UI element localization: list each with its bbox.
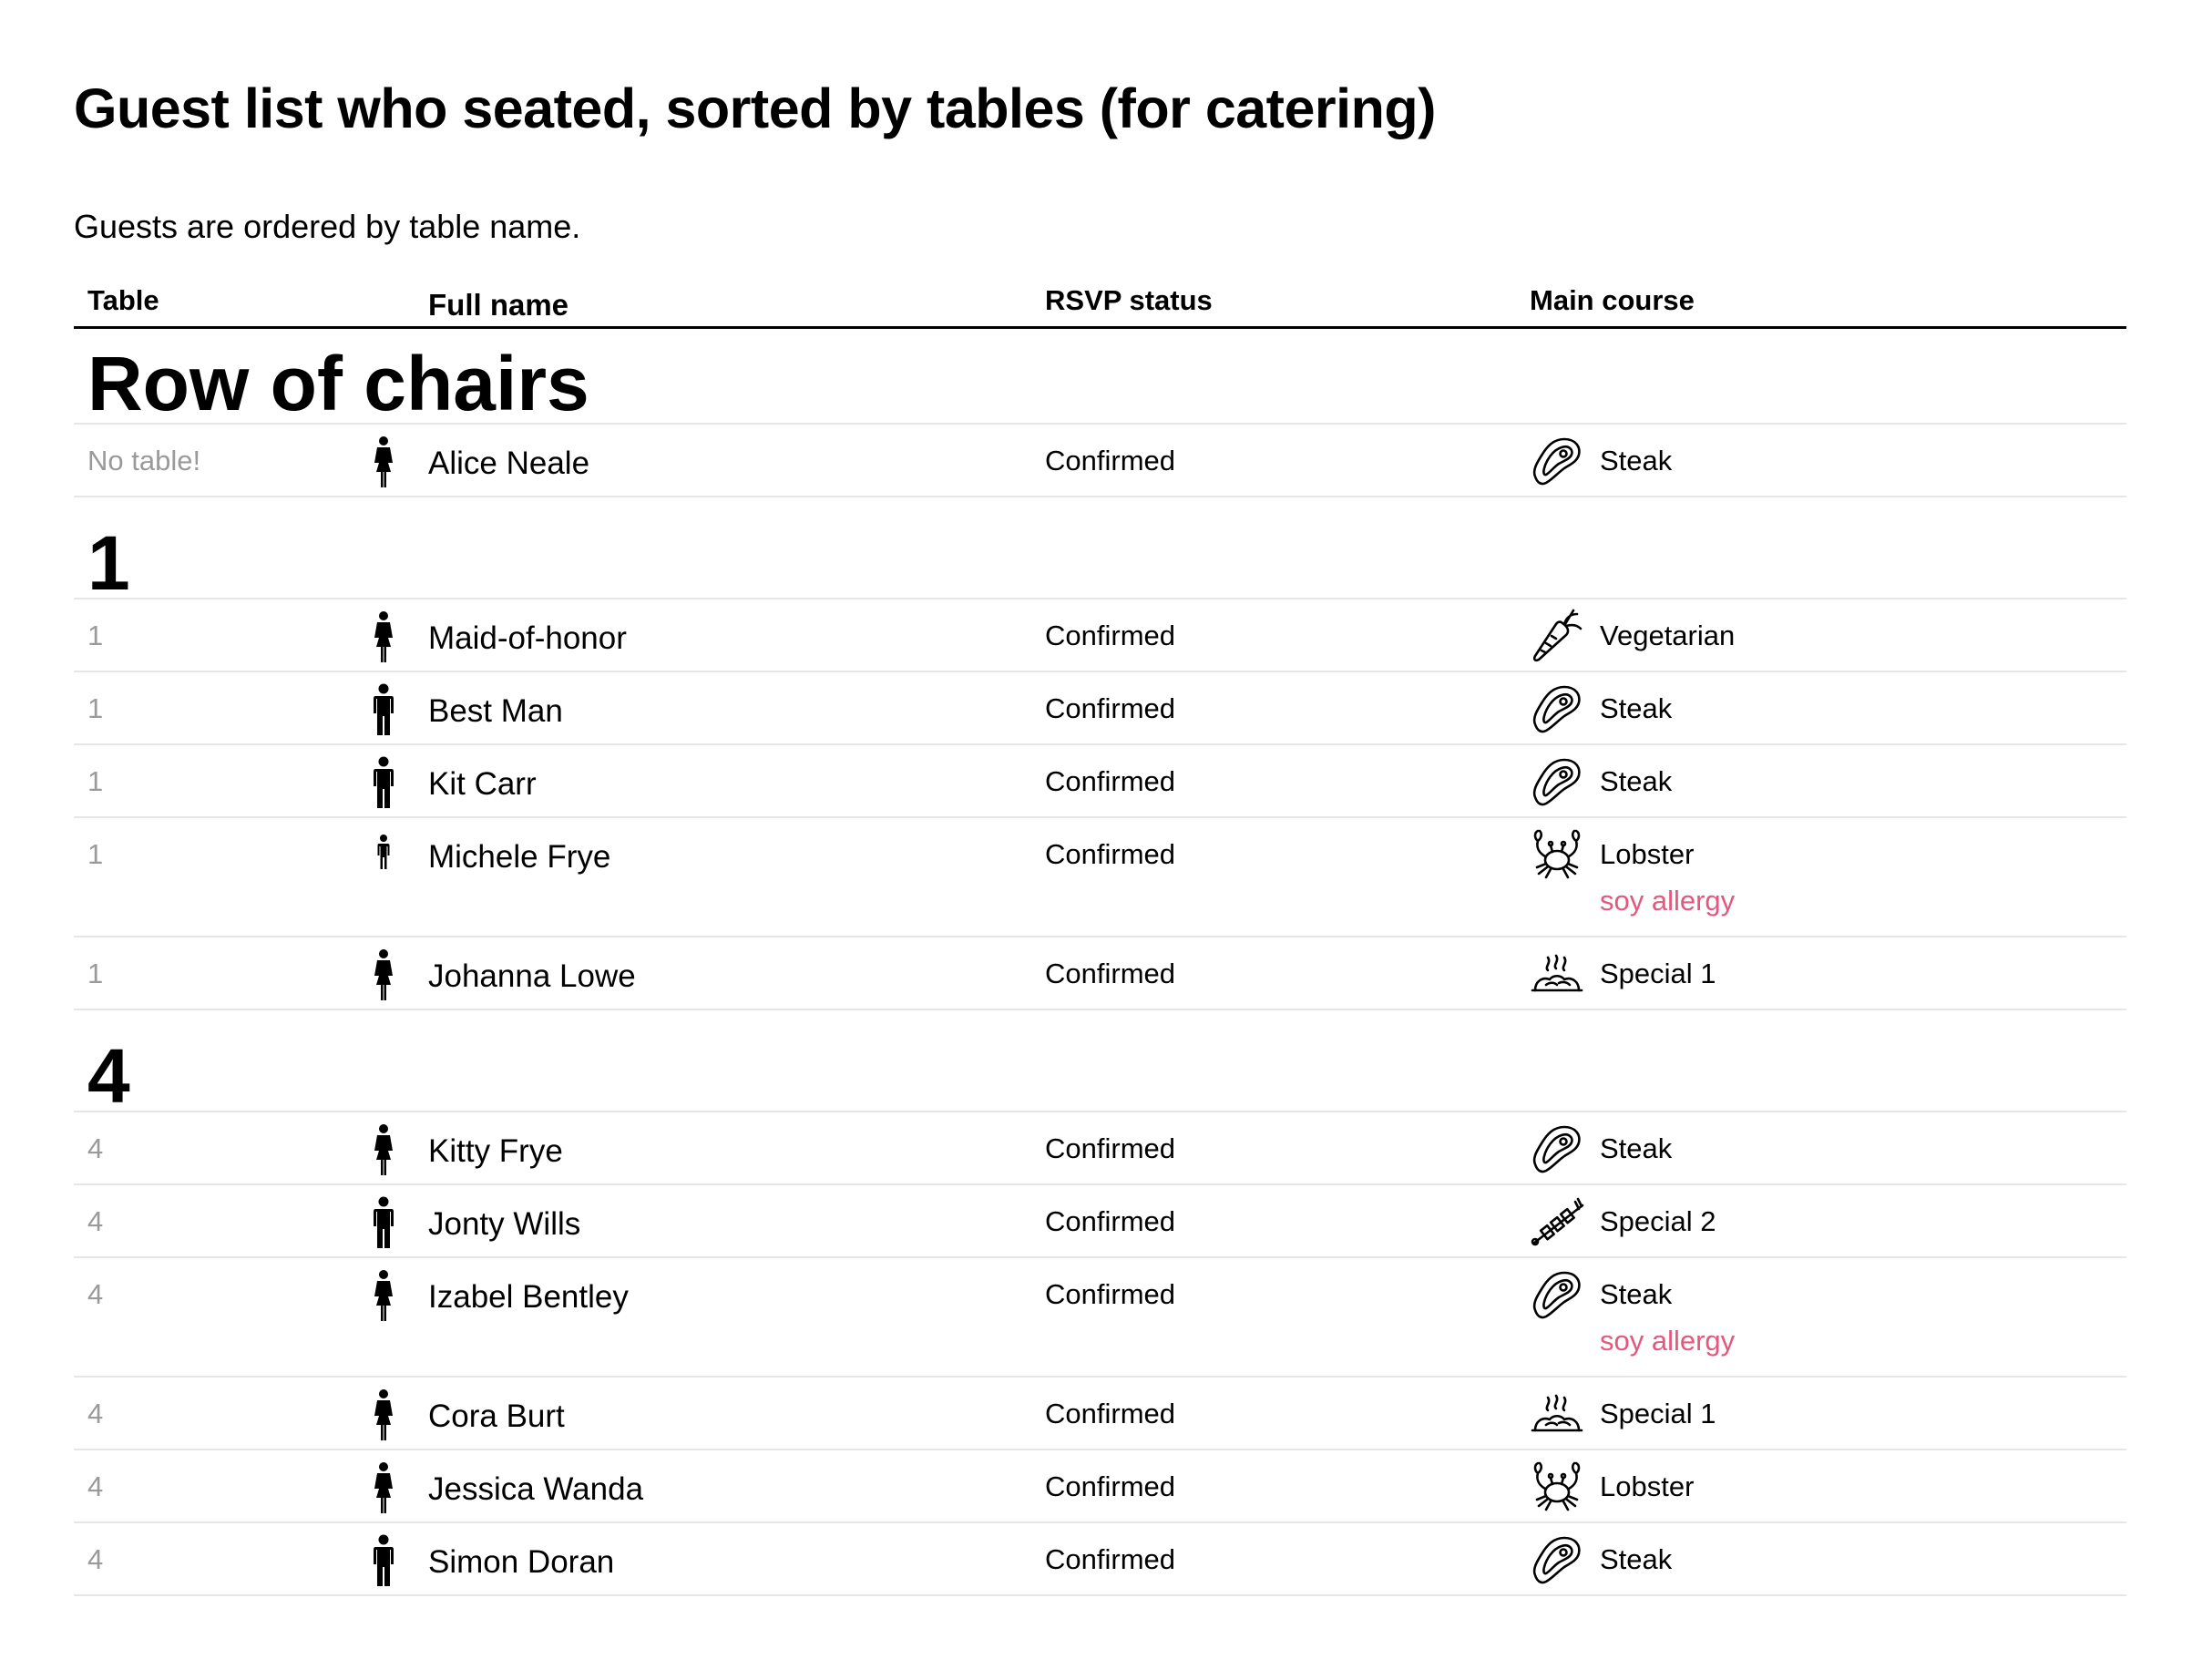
table-cell: 4 bbox=[87, 1543, 104, 1575]
guest-name[interactable]: Maid-of-honor bbox=[428, 620, 627, 656]
guest-name[interactable]: Jonty Wills bbox=[428, 1206, 581, 1242]
main-course: Special 1 bbox=[1600, 958, 1716, 989]
woman-icon bbox=[365, 948, 402, 1001]
rsvp-status: Confirmed bbox=[1045, 445, 1175, 476]
rsvp-status: Confirmed bbox=[1045, 765, 1175, 797]
main-course: Steak bbox=[1600, 1132, 1673, 1164]
main-course: Vegetarian bbox=[1600, 620, 1736, 651]
hot-dish-icon bbox=[1530, 1387, 1584, 1441]
rsvp-status: Confirmed bbox=[1045, 1278, 1175, 1310]
main-course: Lobster bbox=[1600, 838, 1695, 870]
woman-icon bbox=[365, 1123, 402, 1176]
guest-name[interactable]: Simon Doran bbox=[428, 1544, 615, 1580]
table-cell: 4 bbox=[87, 1205, 104, 1237]
woman-icon bbox=[365, 1388, 402, 1441]
guest-row[interactable] bbox=[74, 1378, 2126, 1450]
child-icon bbox=[365, 829, 402, 882]
table-cell: 1 bbox=[87, 765, 104, 797]
guest-name[interactable]: Jessica Wanda bbox=[428, 1471, 644, 1507]
rsvp-status: Confirmed bbox=[1045, 1205, 1175, 1237]
guest-row[interactable] bbox=[74, 1450, 2126, 1523]
rsvp-status: Confirmed bbox=[1045, 958, 1175, 989]
guest-row[interactable] bbox=[74, 818, 2126, 937]
guest-row[interactable] bbox=[74, 425, 2126, 497]
main-course: Steak bbox=[1600, 445, 1673, 476]
column-header-main-course[interactable]: Main course bbox=[1530, 284, 1695, 316]
table-cell: 4 bbox=[87, 1278, 104, 1310]
table-group-name: Row of chairs bbox=[87, 341, 589, 426]
rsvp-status: Confirmed bbox=[1045, 1543, 1175, 1575]
guest-table-body bbox=[74, 329, 2126, 1596]
hot-dish-icon bbox=[1530, 947, 1584, 1001]
guest-name[interactable]: Best Man bbox=[428, 693, 563, 729]
dietary-note: soy allergy bbox=[1600, 1325, 1736, 1357]
table-cell: 1 bbox=[87, 838, 104, 870]
table-group-header bbox=[74, 497, 2126, 606]
guest-name[interactable]: Kitty Frye bbox=[428, 1133, 563, 1169]
main-course: Special 2 bbox=[1600, 1205, 1716, 1237]
crab-icon bbox=[1530, 1460, 1584, 1514]
rsvp-status: Confirmed bbox=[1045, 1132, 1175, 1164]
man-icon bbox=[365, 756, 402, 809]
table-group-header bbox=[74, 1010, 2126, 1119]
woman-icon bbox=[365, 610, 402, 663]
column-header-table[interactable]: Table bbox=[87, 284, 159, 316]
rsvp-status: Confirmed bbox=[1045, 1398, 1175, 1429]
table-cell: 1 bbox=[87, 692, 104, 724]
rsvp-status: Confirmed bbox=[1045, 838, 1175, 870]
steak-icon bbox=[1530, 1122, 1584, 1176]
guest-row[interactable] bbox=[74, 1523, 2126, 1596]
rsvp-status: Confirmed bbox=[1045, 620, 1175, 651]
table-cell: 4 bbox=[87, 1132, 104, 1164]
table-cell: No table! bbox=[87, 445, 201, 476]
main-course: Steak bbox=[1600, 1278, 1673, 1310]
main-course: Steak bbox=[1600, 692, 1673, 724]
table-cell: 4 bbox=[87, 1470, 104, 1502]
table-cell: 1 bbox=[87, 620, 104, 651]
guest-row[interactable] bbox=[74, 1258, 2126, 1378]
main-course: Lobster bbox=[1600, 1470, 1695, 1502]
guest-name[interactable]: Cora Burt bbox=[428, 1398, 565, 1434]
guest-name[interactable]: Johanna Lowe bbox=[428, 958, 636, 994]
dietary-note: soy allergy bbox=[1600, 885, 1736, 917]
guest-name[interactable]: Michele Frye bbox=[428, 839, 611, 875]
table-cell: 4 bbox=[87, 1398, 104, 1429]
steak-icon bbox=[1530, 1532, 1584, 1587]
steak-icon bbox=[1530, 754, 1584, 809]
rsvp-status: Confirmed bbox=[1045, 692, 1175, 724]
steak-icon bbox=[1530, 434, 1584, 488]
man-icon bbox=[365, 1534, 402, 1587]
woman-icon bbox=[365, 1461, 402, 1514]
guest-name[interactable]: Kit Carr bbox=[428, 766, 537, 802]
main-course: Steak bbox=[1600, 1543, 1673, 1575]
rsvp-status: Confirmed bbox=[1045, 1470, 1175, 1502]
guest-row[interactable] bbox=[74, 672, 2126, 745]
woman-icon bbox=[365, 1269, 402, 1322]
table-header bbox=[74, 281, 2126, 329]
guest-row[interactable] bbox=[74, 599, 2126, 672]
column-header-full-name[interactable]: Full name bbox=[428, 288, 569, 322]
table-cell: 1 bbox=[87, 958, 104, 989]
main-course: Steak bbox=[1600, 765, 1673, 797]
table-group-header bbox=[74, 329, 2126, 425]
page-title: Guest list who seated, sorted by tables (for catering) bbox=[74, 77, 1436, 139]
guest-row[interactable] bbox=[74, 1185, 2126, 1258]
man-icon bbox=[365, 683, 402, 736]
steak-icon bbox=[1530, 681, 1584, 736]
carrot-icon bbox=[1530, 609, 1584, 663]
steak-icon bbox=[1530, 1267, 1584, 1322]
crab-icon bbox=[1530, 827, 1584, 882]
table-group-name: 4 bbox=[87, 1033, 130, 1119]
guest-row[interactable] bbox=[74, 937, 2126, 1010]
guest-row[interactable] bbox=[74, 745, 2126, 818]
guest-name[interactable]: Izabel Bentley bbox=[428, 1279, 629, 1315]
page-subtitle: Guests are ordered by table name. bbox=[74, 208, 581, 245]
guest-row[interactable] bbox=[74, 1112, 2126, 1185]
column-header-rsvp[interactable]: RSVP status bbox=[1045, 284, 1213, 316]
guest-name[interactable]: Alice Neale bbox=[428, 446, 590, 481]
woman-icon bbox=[365, 435, 402, 488]
table-group-name: 1 bbox=[87, 520, 130, 606]
main-course: Special 1 bbox=[1600, 1398, 1716, 1429]
skewer-icon bbox=[1530, 1194, 1584, 1249]
man-icon bbox=[365, 1196, 402, 1249]
